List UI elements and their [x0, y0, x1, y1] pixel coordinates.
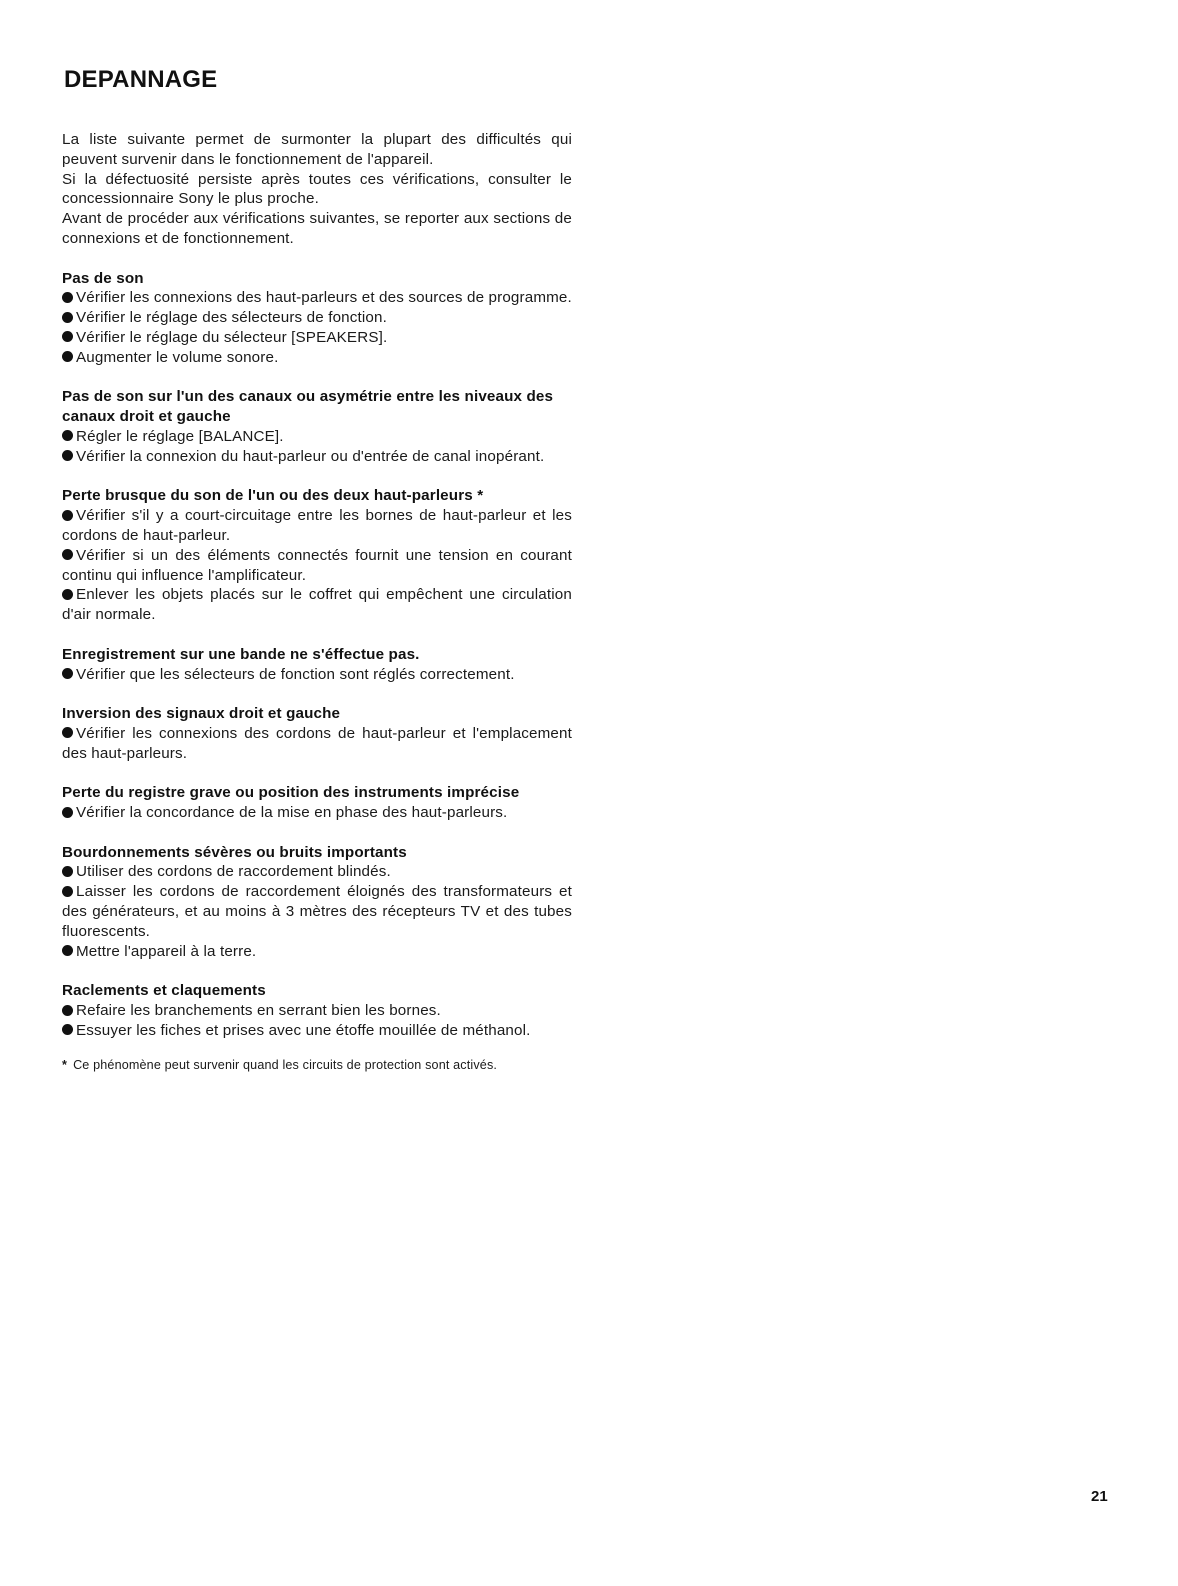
check-item-text: Laisser les cordons de raccordement éloignés des transformateurs et des générateurs, et au moins à 3 mètres des récepteurs TV et des tubes fluorescents. — [62, 883, 572, 940]
check-item-text: Enlever les objets placés sur le coffret qui empêchent une circulation d'air normale. — [62, 586, 572, 624]
section-title: Inversion des signaux droit et gauche — [62, 705, 341, 723]
section-title: Perte du registre grave ou position des instruments imprécise — [62, 784, 520, 802]
check-item-text: Vérifier si un des éléments connectés fournit une tension en courant continu qui influence l'amplificateur. — [62, 546, 572, 584]
check-item-text: Vérifier les connexions des cordons de haut-parleur et l'emplacement des haut-parleurs. — [62, 724, 572, 762]
check-item — [62, 348, 572, 368]
check-item-text: Essuyer les fiches et prises avec une étoffe mouillée de méthanol. — [76, 1021, 531, 1039]
bullet-icon — [62, 351, 73, 362]
footnote-text: Ce phénomène peut survenir quand les circuits de protection sont activés. — [73, 1057, 498, 1072]
troubleshooting-section — [62, 981, 572, 1040]
section-title: Raclements et claquements — [62, 982, 266, 1000]
bullet-icon — [62, 886, 73, 897]
bullet-icon — [62, 945, 73, 956]
intro-paragraph — [62, 130, 572, 249]
bullet-icon — [62, 292, 73, 303]
check-list — [62, 506, 572, 625]
troubleshooting-sections — [62, 269, 572, 1041]
troubleshooting-section — [62, 783, 572, 823]
check-item — [62, 1001, 572, 1021]
bullet-icon — [62, 807, 73, 818]
check-item — [62, 862, 572, 882]
check-item-text: Refaire les branchements en serrant bien les bornes. — [76, 1002, 441, 1020]
bullet-icon — [62, 727, 73, 738]
check-item — [62, 585, 572, 625]
section-title: Pas de son — [62, 269, 144, 287]
check-item — [62, 882, 572, 941]
bullet-icon — [62, 430, 73, 441]
check-item-text: Vérifier la connexion du haut-parleur ou d'entrée de canal inopérant. — [76, 447, 545, 465]
bullet-icon — [62, 312, 73, 323]
bullet-icon — [62, 450, 73, 461]
bullet-icon — [62, 549, 73, 560]
bullet-icon — [62, 1024, 73, 1035]
footnote-marker: * — [62, 1057, 68, 1072]
section-title: Pas de son sur l'un des canaux ou asymétrie entre les niveaux des canaux droit et gauche — [62, 388, 554, 426]
check-item — [62, 546, 572, 586]
check-item — [62, 724, 572, 764]
check-item — [62, 427, 572, 447]
check-item-text: Mettre l'appareil à la terre. — [76, 942, 257, 960]
check-list — [62, 803, 572, 823]
check-item-text: Vérifier les connexions des haut-parleurs et des sources de programme. — [76, 289, 572, 307]
page-title: DEPANNAGE — [64, 66, 218, 93]
check-list — [62, 862, 572, 961]
troubleshooting-section — [62, 645, 572, 685]
check-item — [62, 803, 572, 823]
check-item-text: Régler le réglage [BALANCE]. — [76, 427, 284, 445]
intro-line: La liste suivante permet de surmonter la plupart des difficultés qui peuvent survenir dans le fonctionnement de l'appareil. — [62, 131, 572, 168]
bullet-icon — [62, 331, 73, 342]
check-item — [62, 942, 572, 962]
check-item — [62, 328, 572, 348]
check-item-text: Vérifier la concordance de la mise en phase des haut-parleurs. — [76, 804, 508, 822]
check-list — [62, 1001, 572, 1041]
bullet-icon — [62, 866, 73, 877]
check-item — [62, 447, 572, 467]
check-list — [62, 665, 572, 685]
bullet-icon — [62, 510, 73, 521]
check-item — [62, 665, 572, 685]
check-item-text: Utiliser des cordons de raccordement blindés. — [76, 863, 391, 881]
bullet-icon — [62, 668, 73, 679]
check-item-text: Augmenter le volume sonore. — [76, 348, 279, 366]
intro-line: Avant de procéder aux vérifications suivantes, se reporter aux sections de connexions et de fonctionnement. — [62, 210, 572, 247]
check-item — [62, 506, 572, 546]
troubleshooting-section — [62, 704, 572, 763]
check-list — [62, 724, 572, 764]
check-item-text: Vérifier que les sélecteurs de fonction sont réglés correctement. — [76, 665, 515, 683]
troubleshooting-section — [62, 387, 572, 466]
section-title: Perte brusque du son de l'un ou des deux haut-parleurs * — [62, 487, 484, 505]
check-item-text: Vérifier s'il y a court-circuitage entre les bornes de haut-parleur et les cordons de haut-parleur. — [62, 507, 572, 544]
section-title: Enregistrement sur une bande ne s'éffectue pas. — [62, 645, 420, 663]
check-item-text: Vérifier le réglage des sélecteurs de fonction. — [76, 309, 387, 327]
check-item-text: Vérifier le réglage du sélecteur [SPEAKERS]. — [76, 328, 388, 346]
troubleshooting-section — [62, 843, 572, 962]
footnote — [62, 1057, 572, 1074]
troubleshooting-section — [62, 269, 572, 368]
bullet-icon — [62, 1005, 73, 1016]
troubleshooting-section — [62, 486, 572, 625]
troubleshooting-content — [62, 130, 572, 1074]
section-title: Bourdonnements sévères ou bruits importants — [62, 843, 407, 861]
check-list — [62, 288, 572, 367]
check-list — [62, 427, 572, 467]
check-item — [62, 308, 572, 328]
intro-line: Si la défectuosité persiste après toutes ces vérifications, consulter le concessionnaire Sony le plus proche. — [62, 170, 572, 208]
page-number: 21 — [1091, 1488, 1108, 1505]
bullet-icon — [62, 589, 73, 600]
check-item — [62, 1021, 572, 1041]
check-item — [62, 288, 572, 308]
